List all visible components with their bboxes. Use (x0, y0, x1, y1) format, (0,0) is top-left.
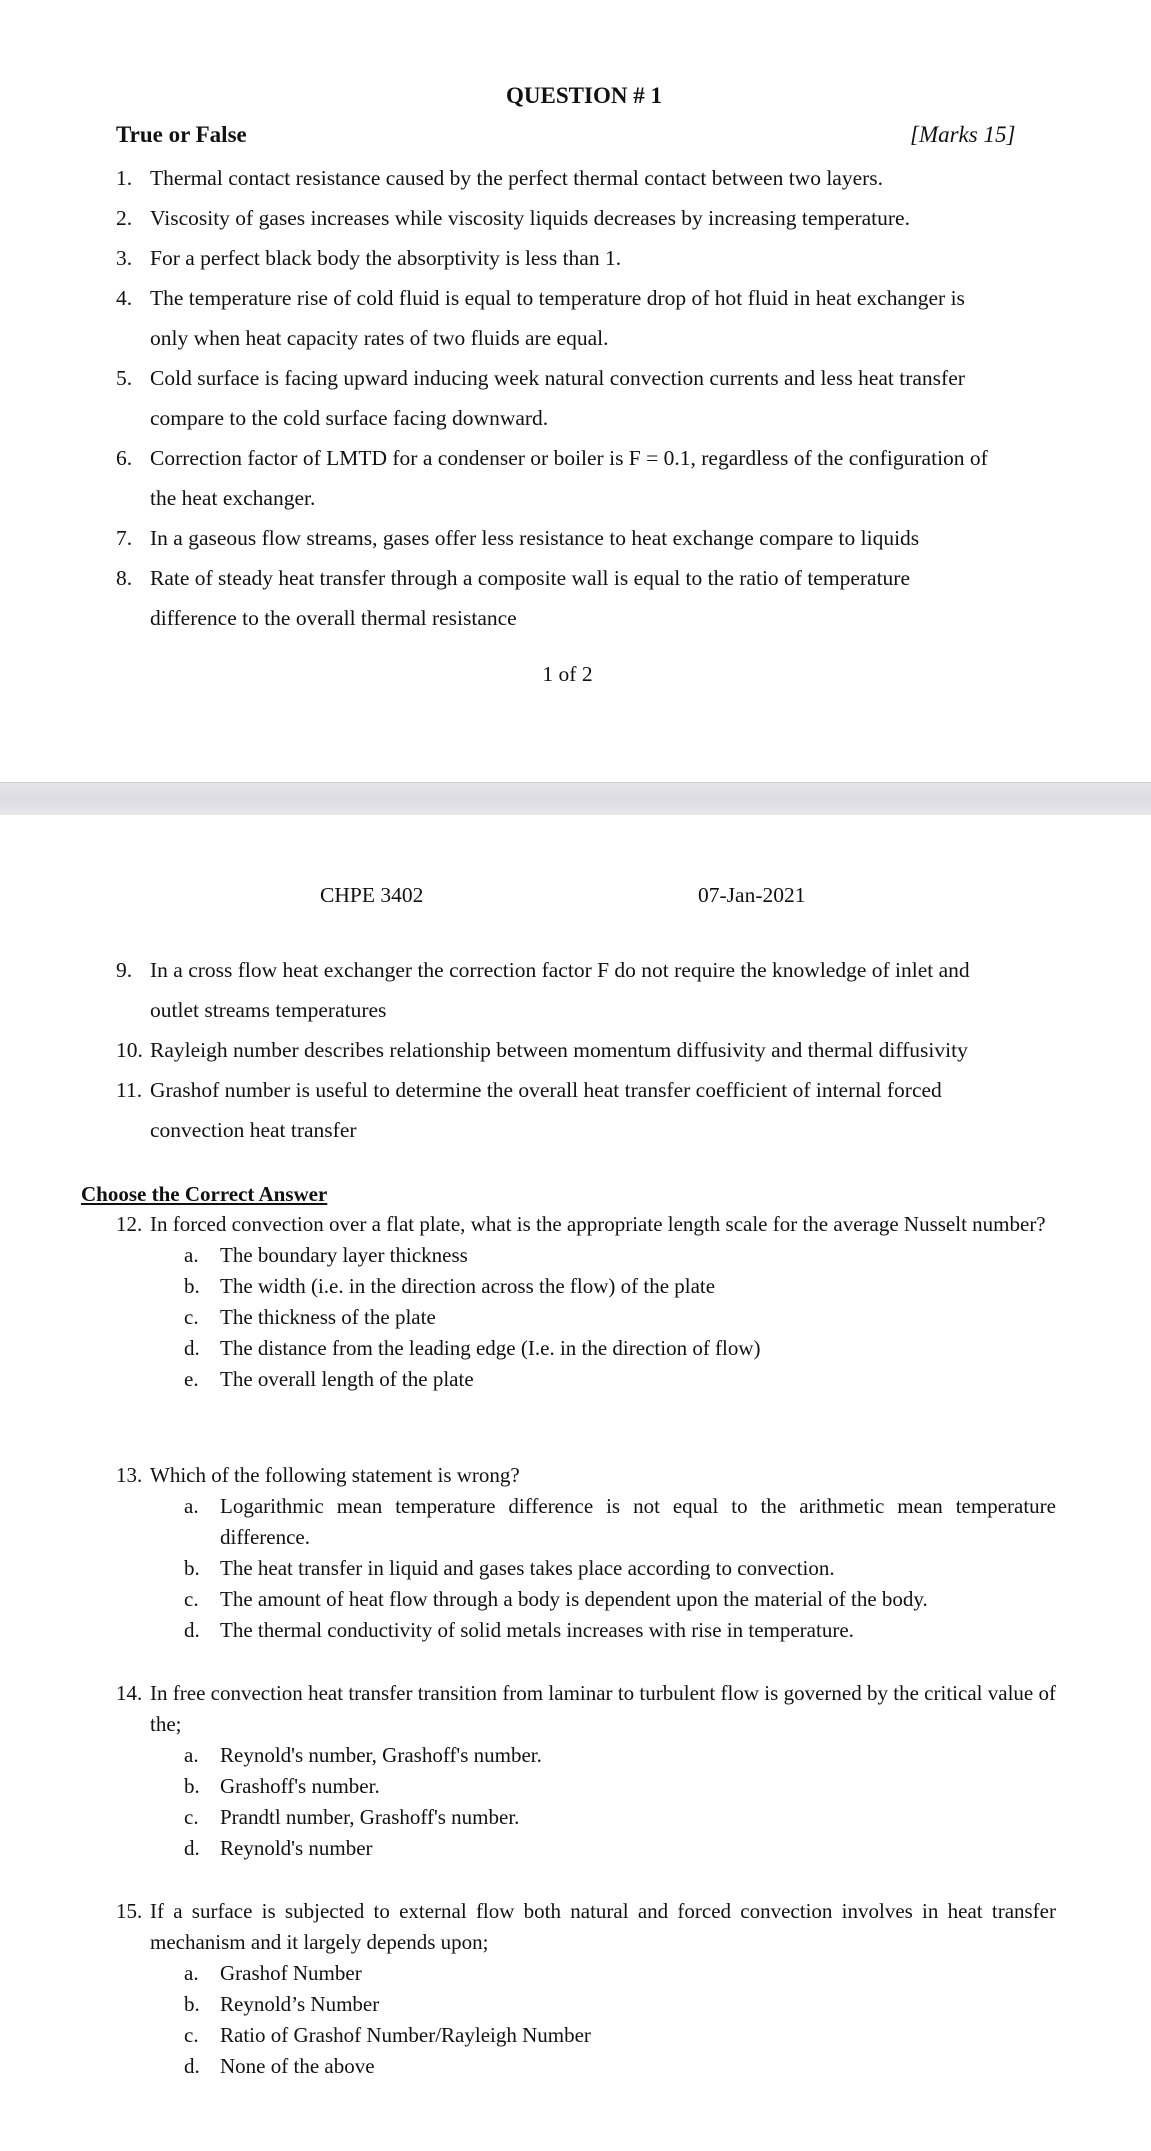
answer-option (116, 1771, 1056, 1802)
option-text: Logarithmic mean temperature difference is not equal to the arithmetic mean temperature difference. (220, 1494, 1056, 1549)
option-text: The thermal conductivity of solid metals increases with rise in temperature. (220, 1618, 854, 1642)
question-number: 13. (116, 1463, 143, 1487)
option-text: Reynold's number (220, 1836, 373, 1860)
statement-text (150, 558, 1151, 638)
statement-number: 8. (116, 566, 133, 590)
option-text: The heat transfer in liquid and gases takes place according to convection. (220, 1556, 835, 1580)
statement-text (150, 278, 1151, 358)
mcq-question (116, 1460, 1056, 1646)
answer-option (116, 1491, 1056, 1553)
statement-line: For a perfect black body the absorptivity is less than 1. (150, 246, 622, 270)
statement-line: Grashof number is useful to determine the overall heat transfer coefficient of internal forced (150, 1078, 942, 1102)
option-text: Grashof Number (220, 1961, 362, 1985)
answer-option (116, 1553, 1056, 1584)
statement-line: Cold surface is facing upward inducing week natural convection currents and less heat transfer (150, 366, 965, 390)
mcq-heading: Choose the Correct Answer (81, 1182, 328, 1206)
statement-line: convection heat transfer (150, 1118, 357, 1142)
statement-number: 11. (116, 1078, 143, 1102)
answer-option (116, 1364, 1056, 1395)
statement-number: 9. (116, 958, 133, 982)
option-letter: b. (184, 1274, 200, 1298)
answer-option (116, 1240, 1056, 1271)
question-number: 14. (116, 1681, 143, 1705)
statement-text (150, 1070, 1151, 1150)
statement-text (150, 358, 1151, 438)
answer-option (116, 1989, 1056, 2020)
statement-number: 4. (116, 286, 133, 310)
statement-line: difference to the overall thermal resistance (150, 606, 517, 630)
true-false-heading: True or False (116, 122, 247, 147)
statement-text (150, 438, 1151, 518)
answer-option (116, 2020, 1056, 2051)
option-text: The thickness of the plate (220, 1305, 436, 1329)
option-text: The distance from the leading edge (I.e. in the direction of flow) (220, 1336, 761, 1360)
statement-line: In a cross flow heat exchanger the correction factor F do not require the knowledge of inlet and (150, 958, 970, 982)
statement-number: 2. (116, 206, 133, 230)
statement-number: 10. (116, 1038, 143, 1062)
statement-text (150, 950, 1151, 1030)
document-page-1 (0, 0, 1151, 782)
option-text: None of the above (220, 2054, 375, 2078)
option-letter: a. (184, 1243, 199, 1267)
option-text: Reynold's number, Grashoff's number. (220, 1743, 542, 1767)
statement-line: The temperature rise of cold fluid is equal to temperature drop of hot fluid in heat exchanger is (150, 286, 965, 310)
statement-line: only when heat capacity rates of two fluids are equal. (150, 326, 609, 350)
option-text: The overall length of the plate (220, 1367, 474, 1391)
option-letter: b. (184, 1556, 200, 1580)
option-letter: d. (184, 1336, 200, 1360)
mcq-question (116, 1678, 1056, 1864)
question-stem: If a surface is subjected to external flow both natural and forced convection involves in heat transfer mechanism and it largely depends upon; (150, 1899, 1056, 1954)
statement-line: Thermal contact resistance caused by the perfect thermal contact between two layers. (150, 166, 884, 190)
question-stem: Which of the following statement is wrong? (150, 1463, 520, 1487)
statement-number: 5. (116, 366, 133, 390)
option-text: Grashoff's number. (220, 1774, 380, 1798)
option-letter: c. (184, 1805, 199, 1829)
answer-option (116, 1333, 1056, 1364)
marks-label: [Marks 15] (910, 122, 1016, 147)
answer-option (116, 1302, 1056, 1333)
answer-option (116, 1833, 1056, 1864)
statement-text (150, 238, 1151, 278)
question-stem: In forced convection over a flat plate, what is the appropriate length scale for the average Nusselt number? (150, 1212, 1046, 1236)
mcq-question (116, 1209, 1056, 1395)
statement-number: 7. (116, 526, 133, 550)
statement-line: compare to the cold surface facing downward. (150, 406, 549, 430)
statement-text (150, 198, 1151, 238)
question-number: 15. (116, 1899, 143, 1923)
option-list (116, 1958, 1056, 2082)
option-list (116, 1240, 1056, 1395)
option-text: Ratio of Grashof Number/Rayleigh Number (220, 2023, 591, 2047)
statement-text (150, 158, 1151, 198)
option-text: The boundary layer thickness (220, 1243, 468, 1267)
option-list (116, 1740, 1056, 1864)
option-text: The amount of heat flow through a body is dependent upon the material of the body. (220, 1587, 928, 1611)
statement-line: outlet streams temperatures (150, 998, 387, 1022)
option-text: Reynold’s Number (220, 1992, 380, 2016)
question-stem: In free convection heat transfer transition from laminar to turbulent flow is governed by the critical value of the; (150, 1681, 1056, 1736)
option-letter: a. (184, 1961, 199, 1985)
statement-line: In a gaseous flow streams, gases offer less resistance to heat exchange compare to liquids (150, 526, 920, 550)
option-letter: b. (184, 1774, 200, 1798)
page-separator (0, 782, 1151, 817)
exam-date: 07-Jan-2021 (698, 883, 806, 907)
option-letter: e. (184, 1367, 199, 1391)
statement-text (150, 1030, 1151, 1070)
answer-option (116, 1271, 1056, 1302)
option-text: The width (i.e. in the direction across the flow) of the plate (220, 1274, 716, 1298)
option-list (116, 1491, 1056, 1646)
option-letter: c. (184, 2023, 199, 2047)
option-letter: c. (184, 1587, 199, 1611)
option-letter: c. (184, 1305, 199, 1329)
answer-option (116, 1584, 1056, 1615)
option-letter: d. (184, 1618, 200, 1642)
statement-line: Rayleigh number describes relationship between momentum diffusivity and thermal diffusivity (150, 1038, 968, 1062)
option-letter: d. (184, 1836, 200, 1860)
answer-option (116, 1615, 1056, 1646)
option-letter: d. (184, 2054, 200, 2078)
statement-line: Correction factor of LMTD for a condenser or boiler is F = 0.1, regardless of the configuration of (150, 446, 988, 470)
answer-option (116, 1802, 1056, 1833)
question-number: 12. (116, 1212, 143, 1236)
page-number: 1 of 2 (542, 662, 593, 686)
mcq-question (116, 1896, 1056, 2082)
question-title: QUESTION # 1 (506, 83, 662, 108)
statement-line: Viscosity of gases increases while viscosity liquids decreases by increasing temperature. (150, 206, 910, 230)
answer-option (116, 1958, 1056, 1989)
statement-number: 3. (116, 246, 133, 270)
option-letter: a. (184, 1494, 199, 1518)
statement-number: 1. (116, 166, 133, 190)
statement-number: 6. (116, 446, 133, 470)
statement-text (150, 518, 1151, 558)
statement-line: the heat exchanger. (150, 486, 316, 510)
option-letter: b. (184, 1992, 200, 2016)
option-text: Prandtl number, Grashoff's number. (220, 1805, 520, 1829)
statement-line: Rate of steady heat transfer through a composite wall is equal to the ratio of temperature (150, 566, 910, 590)
option-letter: a. (184, 1743, 199, 1767)
answer-option (116, 2051, 1056, 2082)
course-code: CHPE 3402 (320, 883, 424, 907)
answer-option (116, 1740, 1056, 1771)
